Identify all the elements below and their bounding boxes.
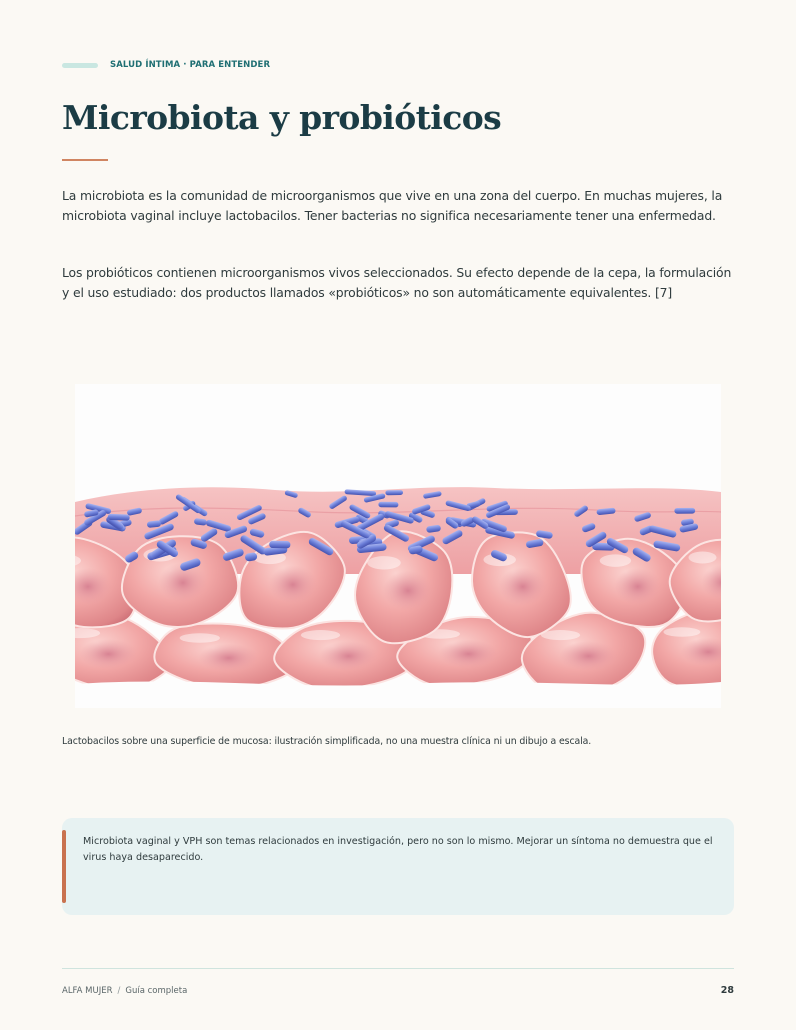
callout-box xyxy=(62,818,734,915)
eyebrow-bar xyxy=(62,63,98,68)
cell-nucleus xyxy=(319,641,378,671)
probiotics-paragraph: Los probióticos contienen microorganismos vivos seleccionados. Su efecto depende de la cepa, la formulación y el uso estudiado: dos productos llamados «probióticos» no son automáticamente equivalentes. [7] xyxy=(62,265,732,300)
footer-brand xyxy=(62,986,187,996)
figure-caption: Lactobacilos sobre una superficie de mucosa: ilustración simplificada, no una muestra clínica ni un dibujo a escala. xyxy=(62,736,592,747)
footer-separator: / xyxy=(117,986,121,996)
page-number: 28 xyxy=(720,985,734,996)
cell-nucleus xyxy=(438,640,498,669)
cell-highlight xyxy=(301,630,340,640)
footer-brand-name: ALFA MUJER xyxy=(62,986,113,996)
intro-paragraph: La microbiota es la comunidad de microorganismos que vive en una zona del cuerpo. En muchas mujeres, la microbiota vaginal incluye lactobacilos. Tener bacterias no significa necesariamente tener una enfermedad. xyxy=(62,188,723,223)
mucosa-illustration xyxy=(75,384,721,708)
lactobacillus-rod xyxy=(674,508,695,514)
lactobacillus-rod xyxy=(269,541,290,549)
cell-nucleus xyxy=(614,568,661,605)
cell-highlight xyxy=(689,552,717,564)
cell-nucleus xyxy=(383,571,433,611)
section-eyebrow xyxy=(62,60,270,70)
cell-highlight xyxy=(180,633,220,643)
cell-nucleus xyxy=(269,565,318,604)
footer-guide-name: Guía completa xyxy=(125,986,188,996)
lactobacillus-rod xyxy=(378,502,398,508)
footer-divider xyxy=(62,968,734,969)
cell-highlight xyxy=(367,556,401,569)
eyebrow-label: SALUD ÍNTIMA · PARA ENTENDER xyxy=(110,60,271,70)
callout-accent-bar xyxy=(62,830,66,903)
cell-nucleus xyxy=(499,567,548,606)
lactobacillus-rod xyxy=(385,490,403,495)
page-title: Microbiota y probióticos xyxy=(62,98,502,137)
lactobacillus-rod xyxy=(108,514,130,521)
cell-highlight xyxy=(663,627,700,637)
callout-text: Microbiota vaginal y VPH son temas relacionados en investigación, pero no son lo mismo. Mejorar un síntoma no demuestra que el virus haya desaparecido. xyxy=(83,836,713,863)
cell-nucleus xyxy=(79,639,138,669)
cell-nucleus xyxy=(198,644,258,673)
title-underline xyxy=(62,159,108,161)
cell-highlight xyxy=(600,554,631,566)
cell-nucleus xyxy=(559,641,618,671)
